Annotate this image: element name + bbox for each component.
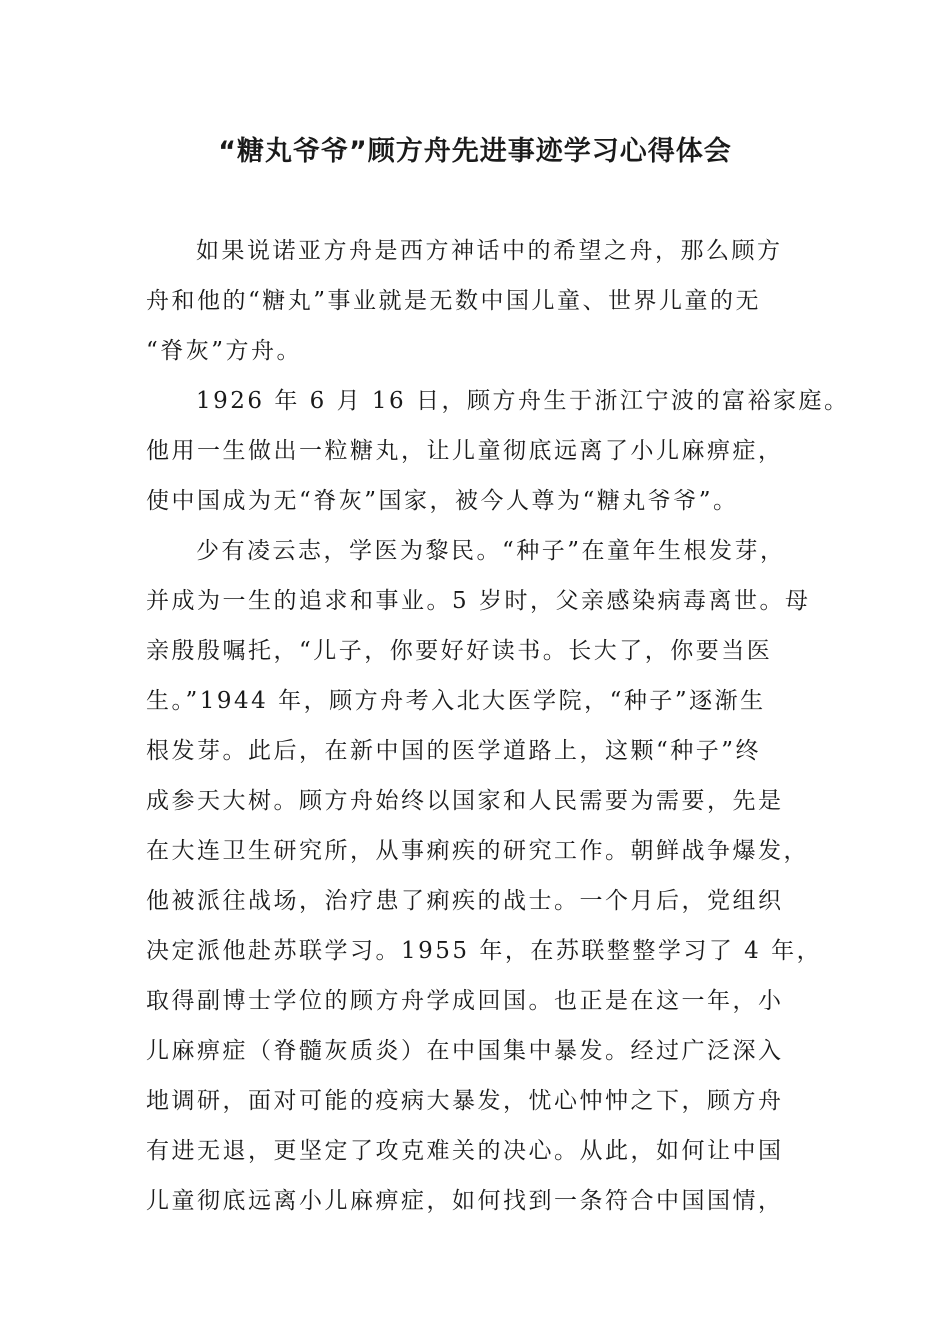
document-title: “糖丸爷爷”顾方舟先进事迹学习心得体会 (218, 136, 732, 167)
text-line: 成参天大树。顾方舟始终以国家和人民需要为需要，先是 (146, 788, 784, 814)
text-line: “脊灰”方舟。 (146, 338, 303, 364)
text-line: 取得副博士学位的顾方舟学成回国。也正是在这一年，小 (146, 988, 784, 1014)
text-line: 儿麻痹症（脊髓灰质炎）在中国集中暴发。经过广泛深入 (146, 1038, 784, 1064)
text-line: 有进无退，更坚定了攻克难关的决心。从此，如何让中国 (146, 1138, 784, 1164)
text-line: 在大连卫生研究所，从事痢疾的研究工作。朝鲜战争爆发， (146, 838, 809, 864)
text-line: 1926 年 6 月 16 日，顾方舟生于浙江宁波的富裕家庭。 (196, 388, 850, 414)
text-line: 生。”1944 年，顾方舟考入北大医学院，“种子”逐渐生 (146, 688, 766, 714)
text-line: 亲殷殷嘱托，“儿子，你要好好读书。长大了，你要当医 (146, 638, 773, 664)
text-line: 并成为一生的追求和事业。5 岁时，父亲感染病毒离世。母 (146, 588, 811, 614)
text-line: 地调研，面对可能的疫病大暴发，忧心忡忡之下，顾方舟 (146, 1088, 784, 1114)
text-line: 决定派他赴苏联学习。1955 年，在苏联整整学习了 4 年， (146, 938, 823, 964)
text-line: 儿童彻底远离小儿麻痹症，如何找到一条符合中国国情， (146, 1188, 784, 1214)
text-line: 他被派往战场，治疗患了痢疾的战士。一个月后，党组织 (146, 888, 784, 914)
text-line: 使中国成为无“脊灰”国家，被今人尊为“糖丸爷爷”。 (146, 488, 739, 514)
text-line: 舟和他的“糖丸”事业就是无数中国儿童、世界儿童的无 (146, 288, 762, 314)
text-line: 他用一生做出一粒糖丸，让儿童彻底远离了小儿麻痹症， (146, 438, 784, 464)
text-line: 根发芽。此后，在新中国的医学道路上，这颗“种子”终 (146, 738, 762, 764)
text-line: 少有凌云志，学医为黎民。“种子”在童年生根发芽， (196, 538, 786, 564)
document-body (146, 226, 850, 1226)
text-line: 如果说诺亚方舟是西方神话中的希望之舟，那么顾方 (196, 238, 783, 264)
